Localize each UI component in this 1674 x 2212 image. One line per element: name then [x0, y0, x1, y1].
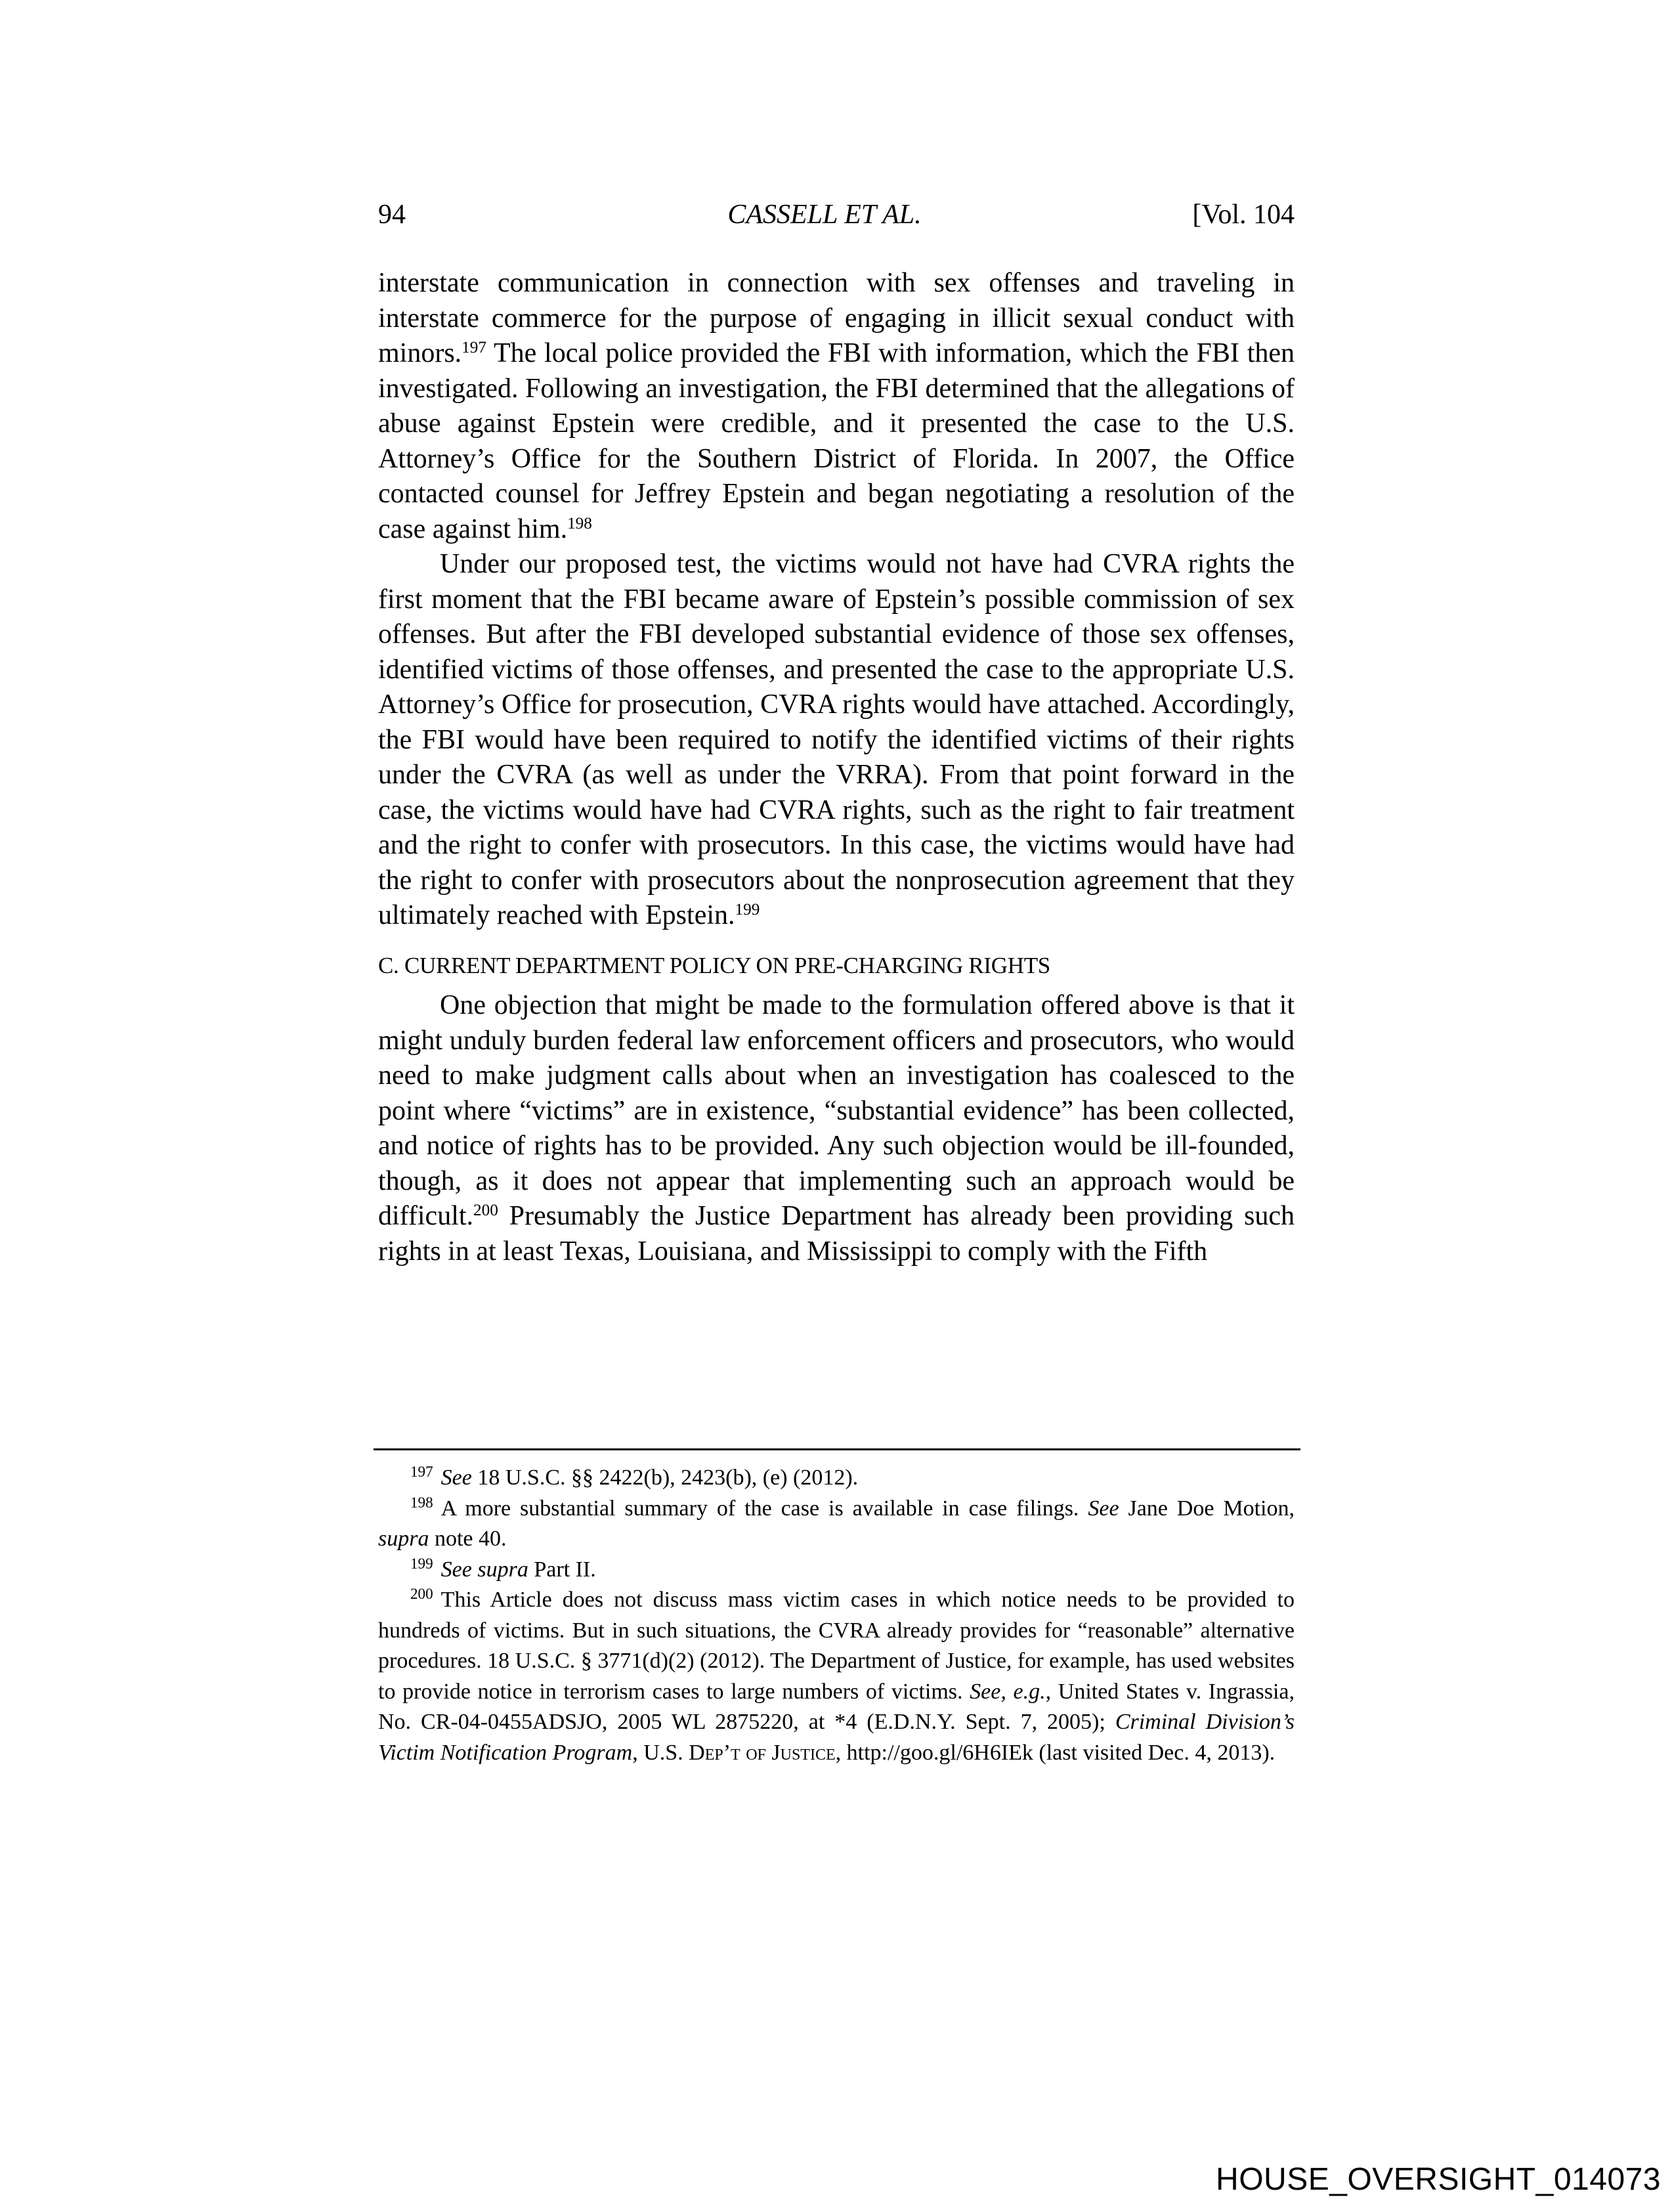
italic-text: Criminal Division’s Victim Notification Program: [378, 1710, 1295, 1765]
italic-text: See: [440, 1465, 472, 1490]
text-run: 18 U.S.C. §§ 2422(b), 2423(b), (e) (2012).: [471, 1465, 859, 1490]
text-run: Presumably the Justice Department has already been providing such rights in at least Texas, Louisiana, and Mississippi to comply with the Fifth: [378, 1201, 1295, 1267]
footnote-198: [378, 1494, 1295, 1555]
bates-stamp: HOUSE_OVERSIGHT_014073: [1216, 2162, 1661, 2197]
body-paragraphs: [378, 266, 1295, 934]
smallcaps-text: Dep’t of Justice: [689, 1740, 836, 1765]
footnote-reference: 199: [735, 901, 760, 919]
text-run: This Article does not discuss mass victim cases in which notice needs to be provided to hundreds of victims. But in such situations, the CVRA already provides for “reasonable” alternative procedures. 18 U.S.C. § 3771(d)(2) (2012). The Department of Justice, for example, has used websites to provide notice in terrorism cases to large numbers of victims.: [378, 1588, 1295, 1704]
text-run: Part II.: [528, 1557, 596, 1582]
text-run: A more substantial summary of the case is available in case filings.: [440, 1496, 1088, 1521]
italic-text: See, e.g.: [970, 1679, 1046, 1704]
text-run: note 40.: [429, 1527, 507, 1551]
running-header: [378, 197, 1295, 232]
footnote-197: [378, 1463, 1295, 1494]
running-title: CASSELL ET AL.: [727, 200, 922, 230]
paragraph: [378, 547, 1295, 934]
text-run: One objection that might be made to the formulation offered above is that it might unduly burden federal law enforcement officers and prosecutors, who would need to make judgment calls about when an investigation has coalesced to the point where “victims” are in existence, “substantial evidence” has been collected, and notice of rights has to be provided. Any such objection would be ill-founded, though, as it does not appear that implementing such an approach would be difficult.: [378, 990, 1295, 1231]
body-text: [378, 266, 1295, 1269]
text-run: The local police provided the FBI with information, which the FBI then investigated. Following an investigation, the FBI determined that the allegations of abuse against Epstein were credible, and it presented the case to the U.S. Attorney’s Office for the Southern District of Florida. In 2007, the Office contacted counsel for Jeffrey Epstein and began negotiating a resolution of the case against him.: [378, 338, 1295, 544]
paragraph: [378, 988, 1295, 1269]
footnote-199: [378, 1555, 1295, 1586]
footnote-number: 200: [410, 1586, 433, 1603]
text-run: , http://goo.gl/6H6IEk (last visited Dec. 4, 2013).: [835, 1740, 1276, 1765]
footnotes: [378, 1463, 1295, 1768]
text-run: interstate communication in connection with sex offenses and traveling in interstate commerce for the purpose of engaging in illicit sexual conduct with minors.: [378, 268, 1295, 368]
footnote-200: [378, 1585, 1295, 1768]
italic-text: See supra: [440, 1557, 528, 1582]
footnote-number: 197: [410, 1464, 433, 1481]
section-paragraphs: [378, 988, 1295, 1269]
footnote-reference: 200: [473, 1202, 498, 1220]
footnote-divider: [374, 1448, 1300, 1450]
text-run: , U.S.: [632, 1740, 689, 1765]
volume-label: [Vol. 104: [1192, 200, 1295, 230]
paragraph: [378, 266, 1295, 547]
italic-text: supra: [378, 1527, 429, 1551]
section-heading: C. CURRENT DEPARTMENT POLICY ON PRE-CHARGING RIGHTS: [378, 952, 1050, 978]
footnote-reference: 198: [567, 514, 592, 532]
footnote-reference: 197: [461, 339, 486, 357]
text-run: Jane Doe Motion,: [1119, 1496, 1295, 1521]
text-run: Under our proposed test, the victims would not have had CVRA rights the first moment that the FBI became aware of Epstein’s possible commission of sex offenses. But after the FBI developed substantial evidence of those sex offenses, identified victims of those offenses, and presented the case to the appropriate U.S. Attorney’s Office for prosecution, CVRA rights would have attached. Accordingly, the FBI would have been required to notify the identified victims of their rights under the CVRA (as well as under the VRRA). From that point forward in the case, the victims would have had CVRA rights, such as the right to fair treatment and the right to confer with prosecutors. In this case, the victims would have had the right to confer with prosecutors about the nonprosecution agreement that they ultimately reached with Epstein.: [378, 549, 1295, 930]
footnote-number: 198: [410, 1494, 433, 1511]
italic-text: See: [1088, 1496, 1119, 1521]
page-number: 94: [378, 200, 406, 230]
text-run: , United States v. Ingrassia, No. CR-04-0455ADSJO, 2005 WL 2875220, at *4 (E.D.N.Y. Sept. 7, 2005);: [378, 1679, 1295, 1734]
footnote-number: 199: [410, 1555, 433, 1572]
